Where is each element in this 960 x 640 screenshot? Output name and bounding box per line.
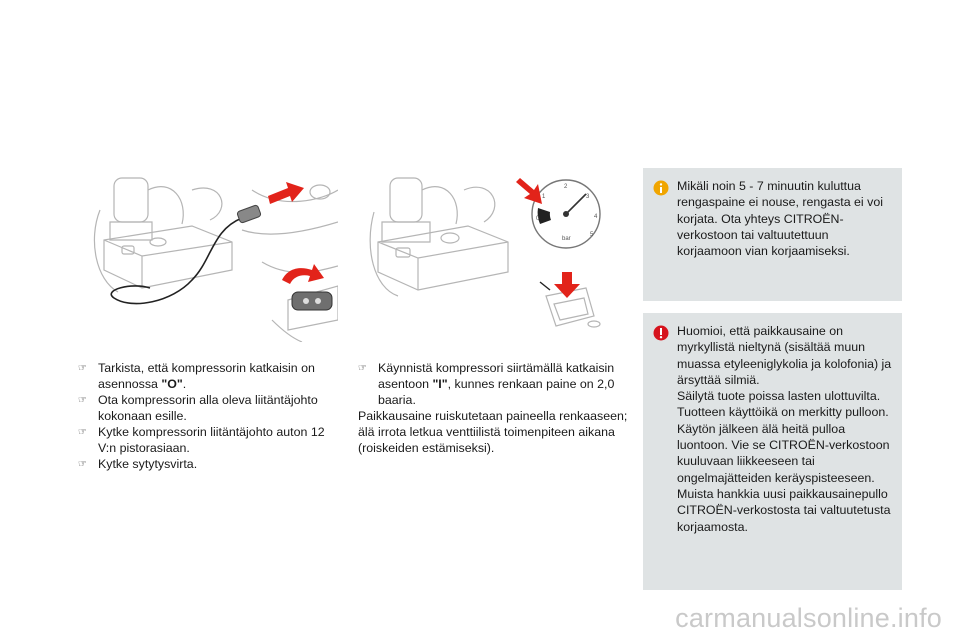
list-item: ☞ Kytke kompressorin liitäntäjohto auton 12 V:n pistorasiaan. — [78, 425, 325, 455]
insert-arrow-icon — [268, 182, 304, 204]
list-item: ☞ Kytke sytytysvirta. — [78, 457, 198, 471]
gauge-tick-label: 5 — [590, 232, 594, 238]
ignition-key-shape — [292, 292, 332, 310]
gauge-tick-label: 0 — [536, 216, 540, 222]
warning-paragraph: Tuotteen käyttöikä on merkitty pulloon. — [677, 405, 889, 420]
list-item: ☞ Ota kompressorin alla oleva liitäntäjohto kokonaan esille. — [78, 393, 318, 423]
power-cable-shape — [111, 218, 242, 304]
gauge-drawing — [368, 168, 614, 340]
gauge-unit-label: bar — [562, 236, 571, 242]
compressor-gauge-illustration — [368, 168, 614, 340]
pointer-icon: ☞ — [358, 363, 367, 374]
middle-steps-list — [358, 360, 628, 408]
plug-shape — [237, 205, 262, 224]
left-steps-list — [78, 360, 333, 472]
watermark: carmanualsonline.info — [675, 603, 942, 633]
compressor-body-shape — [104, 226, 232, 288]
left-instructions — [78, 360, 333, 472]
sealant-paragraph: Paikkausaine ruiskutetaan paineella renkaaseen; älä irrota letkua venttiilistä toimenpiteen aikana (roiskeiden estämiseksi). — [358, 409, 628, 455]
warning-box — [643, 313, 902, 590]
gauge-tick-label: 3 — [586, 194, 590, 200]
warning-paragraph: Käytön jälkeen älä heitä pulloa luontoon. Vie se CITROËN-verkostoon kuuluvaan liikkeeseen tai ongelmajätteiden keräyspisteeseen. — [677, 421, 890, 485]
warning-paragraph: Säilytä tuote poissa lasten ulottuvilta. — [677, 389, 881, 404]
gauge-tick-label: 1 — [542, 194, 546, 200]
info-box — [643, 168, 902, 301]
compressor-drawing — [92, 170, 338, 342]
gauge-tick-label: 4 — [594, 214, 598, 220]
pointer-icon: ☞ — [78, 363, 87, 374]
warning-paragraph: Huomioi, että paikkausaine on myrkyllistä nieltynä (sisältää muun muassa etyleeniglykolia ja kolofonia) ja ärsyttää silmiä. — [677, 324, 892, 387]
sealant-bottle-shape — [114, 178, 148, 222]
warning-paragraph: Muista hankkia uusi paikkausainepullo CITROËN-verkostosta tai valtuutetusta korjaamosta. — [677, 486, 891, 534]
gauge-tick-label: 2 — [564, 184, 568, 190]
pointer-icon: ☞ — [78, 395, 87, 406]
compressor-connection-illustration — [92, 170, 338, 342]
middle-instructions — [358, 360, 628, 456]
list-item: ☞ Käynnistä kompressori siirtämällä katkaisin asentoon "I", kunnes renkaan paine on 2,0 baaria. — [358, 361, 615, 407]
info-text: Mikäli noin 5 - 7 minuutin kuluttua rengaspaine ei nouse, rengasta ei voi korjata. Ota yhteys CITROËN-verkostoon tai valtuutettuun korjaamoon vian korjaamiseksi. — [677, 179, 883, 259]
list-item: ☞ Tarkista, että kompressorin katkaisin on asennossa "O". — [78, 361, 315, 391]
gauge-arrow-icon — [516, 178, 542, 204]
ignition-arrow-icon — [282, 264, 324, 284]
warning-icon — [653, 325, 669, 341]
pointer-icon: ☞ — [78, 459, 87, 470]
pointer-icon: ☞ — [78, 427, 87, 438]
info-icon — [653, 180, 669, 196]
